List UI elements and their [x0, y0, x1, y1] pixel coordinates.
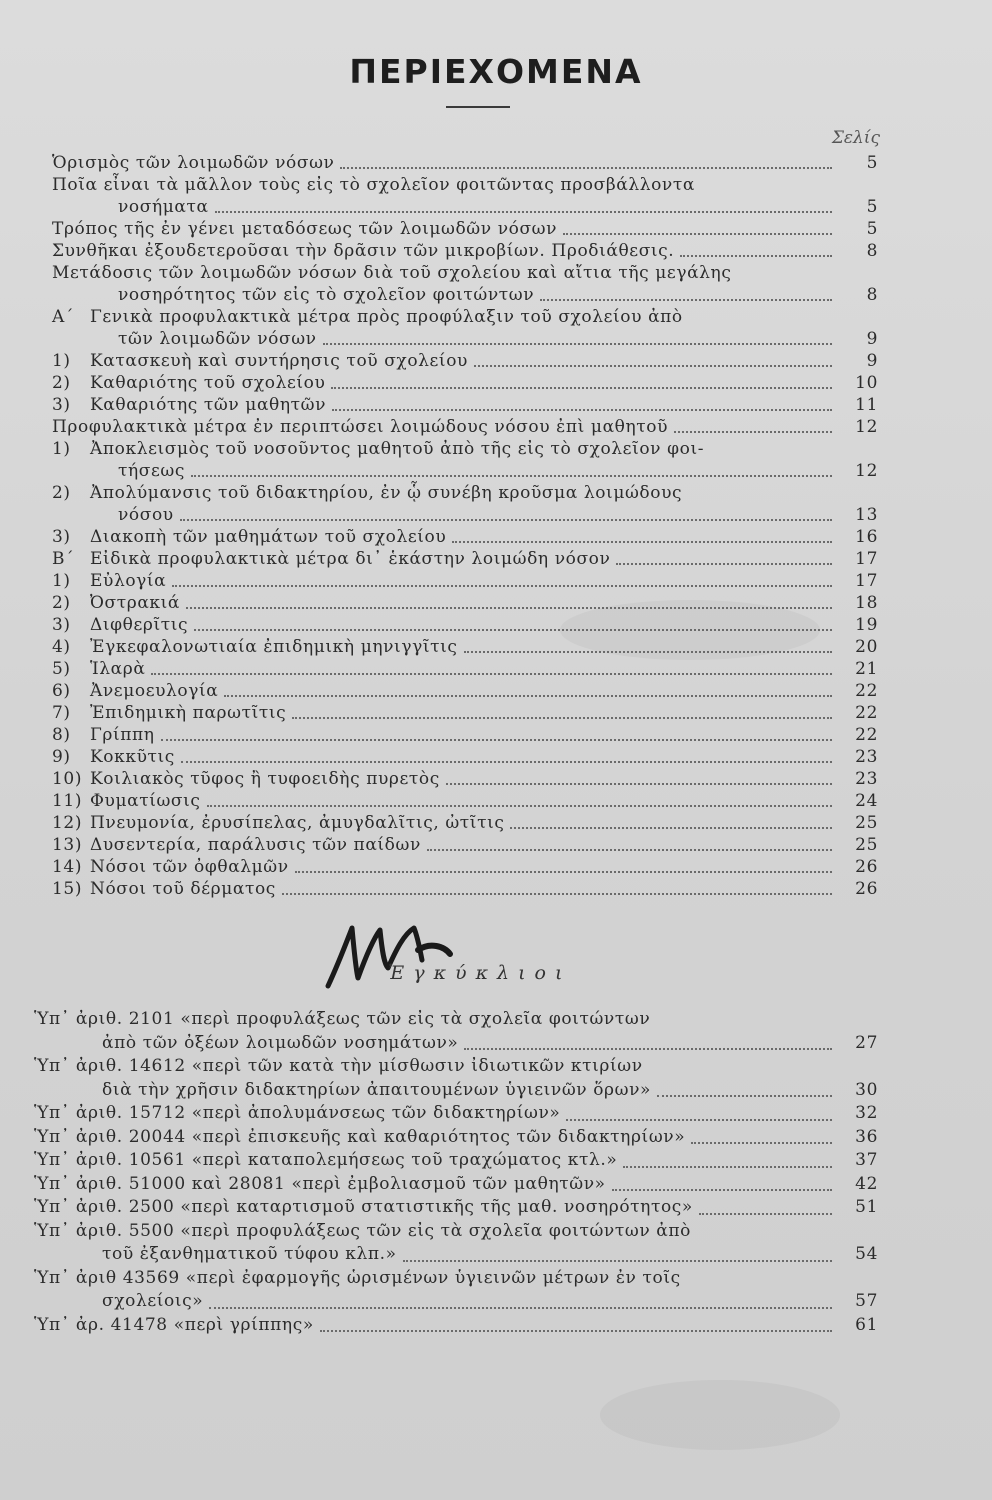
dot-leader — [674, 431, 832, 433]
dot-leader — [616, 563, 832, 565]
page-number: 22 — [855, 725, 878, 745]
page-number: 20 — [855, 637, 878, 657]
dot-leader — [282, 893, 832, 895]
circular-entry — [34, 1126, 878, 1150]
entry-title: Ὑπ᾿ ἀριθ. 15712 «περὶ ἀπολυμάνσεως τῶν διδακτηρίων» — [34, 1103, 561, 1123]
dot-leader — [323, 343, 832, 345]
entry-number: 9) — [52, 747, 71, 767]
page-number: 61 — [855, 1314, 878, 1335]
dot-leader — [464, 1048, 832, 1050]
entry-number: 3) — [52, 527, 71, 547]
entry-continuation — [52, 328, 878, 350]
dot-leader — [452, 541, 832, 543]
dot-leader — [209, 1307, 832, 1309]
entry-continuation — [52, 196, 878, 218]
dot-leader — [186, 607, 832, 609]
page-number: 9 — [866, 351, 878, 371]
entry-title: Διακοπὴ τῶν μαθημάτων τοῦ σχολείου — [90, 527, 447, 547]
entry-title: Καθαριότης τοῦ σχολείου — [90, 373, 326, 393]
entry-number: Α΄ — [52, 307, 74, 327]
page-number: 57 — [855, 1291, 878, 1311]
entry-continuation — [34, 1032, 878, 1056]
dot-leader — [566, 1119, 832, 1121]
entry-title: Ὑπ᾿ ἀριθ. 2500 «περὶ καταρτισμοῦ στατιστικῆς τῆς μαθ. νοσηρότητος» — [34, 1197, 693, 1217]
dot-leader — [180, 519, 832, 521]
page-number: 37 — [855, 1150, 878, 1170]
dot-leader — [699, 1213, 832, 1215]
entry-number: Β΄ — [52, 549, 75, 569]
toc-entry — [52, 350, 878, 372]
page-number: 26 — [855, 879, 878, 899]
circulars-list — [34, 1008, 878, 1337]
entry-continuation — [34, 1290, 878, 1314]
page-number: 5 — [866, 197, 878, 217]
entry-title: Κοιλιακὸς τῦφος ἢ τυφοειδὴς πυρετὸς — [90, 769, 440, 789]
circular-entry — [34, 1267, 878, 1291]
page-number: 23 — [855, 747, 878, 767]
circular-entry — [34, 1220, 878, 1244]
dot-leader — [161, 739, 832, 741]
toc-entry — [52, 570, 878, 592]
toc-entry — [52, 416, 878, 438]
toc-entry — [52, 174, 878, 196]
dot-leader — [623, 1166, 832, 1168]
page-number: 36 — [855, 1126, 878, 1147]
toc-entry — [52, 790, 878, 812]
page-number: 51 — [855, 1197, 878, 1217]
dot-leader — [691, 1142, 832, 1144]
section-heading: Ἐγκύκλιοι — [388, 962, 572, 984]
entry-title-continued: τοῦ ἐξανθηματικοῦ τύφου κλπ.» — [102, 1244, 397, 1264]
dot-leader — [331, 387, 832, 389]
circular-entry — [34, 1314, 878, 1338]
entry-title: Ἱλαρὰ — [90, 659, 146, 679]
entry-title: Διφθερῖτις — [90, 615, 189, 635]
entry-title-continued: διὰ τὴν χρῆσιν διδακτηρίων ἀπαιτουμένων ὑγιεινῶν ὅρων» — [102, 1079, 652, 1100]
entry-title: Τρόπος τῆς ἐν γένει μεταδόσεως τῶν λοιμωδῶν νόσων — [52, 219, 558, 239]
toc-entry — [52, 548, 878, 570]
dot-leader — [612, 1189, 832, 1191]
toc-entry — [52, 680, 878, 702]
page-number: 9 — [866, 329, 878, 349]
page-number: 30 — [855, 1079, 878, 1100]
entry-title-continued: τῶν λοιμωδῶν νόσων — [118, 329, 317, 349]
circular-entry — [34, 1055, 878, 1079]
circular-entry — [34, 1149, 878, 1173]
dot-leader — [151, 673, 832, 675]
entry-number: 15) — [52, 879, 83, 899]
dot-leader — [295, 871, 832, 873]
entry-title: Προφυλακτικὰ μέτρα ἐν περιπτώσει λοιμώδους νόσου ἐπὶ μαθητοῦ — [52, 417, 669, 437]
entry-title: Ὑπ᾿ ἀριθ. 20044 «περὶ ἐπισκευῆς καὶ καθαριότητος τῶν διδακτηρίων» — [34, 1126, 686, 1147]
entry-title: Εἰδικὰ προφυλακτικὰ μέτρα δι᾿ ἑκάστην λοιμώδη νόσον — [90, 549, 611, 569]
entry-continuation — [52, 284, 878, 306]
entry-title: Ὁρισμὸς τῶν λοιμωδῶν νόσων — [52, 153, 335, 173]
entry-title: Ὑπ᾿ ἀριθ 43569 «περὶ ἐφαρμογῆς ὡρισμένων ὑγιεινῶν μέτρων ἐν τοῖς — [34, 1267, 681, 1288]
toc-entry — [52, 592, 878, 614]
entry-number: 12) — [52, 813, 83, 833]
entry-title: Ὑπ᾿ ἀριθ. 14612 «περὶ τῶν κατὰ τὴν μίσθωσιν ἰδιωτικῶν κτιρίων — [34, 1056, 643, 1076]
dot-leader — [292, 717, 832, 719]
entry-title: Πνευμονία, ἐρυσίπελας, ἀμυγδαλῖτις, ὠτῖτις — [90, 813, 505, 833]
page-number: 22 — [855, 681, 878, 701]
page-number: 25 — [855, 835, 878, 855]
entry-title: Ἐγκεφαλονωτιαία ἐπιδημικὴ μηνιγγῖτις — [90, 637, 458, 657]
dot-leader — [510, 827, 832, 829]
entry-number: 3) — [52, 615, 71, 635]
entry-title: Ἀποκλεισμὸς τοῦ νοσοῦντος μαθητοῦ ἀπὸ τῆς εἰς τὸ σχολεῖον φοι- — [90, 439, 705, 459]
page-number: 23 — [855, 769, 878, 789]
entry-title: Ὑπ᾿ ἀριθ. 5500 «περὶ προφυλάξεως τῶν εἰς τὰ σχολεῖα φοιτώντων ἀπὸ — [34, 1220, 691, 1241]
circular-entry — [34, 1173, 878, 1197]
page-number: 17 — [855, 571, 878, 591]
toc-entry — [52, 724, 878, 746]
entry-number: 11) — [52, 791, 83, 811]
toc-entry — [52, 768, 878, 790]
entry-title: Κατασκευὴ καὶ συντήρησις τοῦ σχολείου — [90, 351, 468, 371]
toc-entry — [52, 856, 878, 878]
toc-entry — [52, 394, 878, 416]
toc-entry — [52, 834, 878, 856]
entry-title: Συνθῆκαι ἐξουδετεροῦσαι τὴν δρᾶσιν τῶν μικροβίων. Προδιάθεσις. — [52, 241, 675, 261]
entry-title: Εὐλογία — [90, 571, 167, 591]
entry-number: 2) — [52, 483, 71, 503]
entry-number: 1) — [52, 571, 71, 591]
page-number: 22 — [855, 703, 878, 723]
page-number: 8 — [866, 241, 878, 261]
entry-title: Ἀπολύμανσις τοῦ διδακτηρίου, ἐν ᾧ συνέβη κροῦσμα λοιμώδους — [90, 483, 683, 503]
entry-title: Νόσοι τοῦ δέρματος — [90, 879, 276, 899]
toc-entry — [52, 658, 878, 680]
dot-leader — [403, 1260, 832, 1262]
dot-leader — [340, 167, 832, 169]
entry-number: 2) — [52, 373, 71, 393]
entry-title: Ποῖα εἶναι τὰ μᾶλλον τοὺς εἰς τὸ σχολεῖον φοιτῶντας προσβάλλοντα — [52, 175, 695, 195]
entry-number: 14) — [52, 857, 83, 877]
entry-title-continued: νοσήματα — [118, 197, 209, 217]
entry-number: 1) — [52, 351, 71, 371]
page-number: 17 — [855, 549, 878, 569]
entry-number: 2) — [52, 593, 71, 613]
title-divider — [446, 106, 510, 108]
page-number: 54 — [855, 1244, 878, 1264]
entry-title: Ὑπ᾿ ἀριθ. 51000 καὶ 28081 «περὶ ἐμβολιασμοῦ τῶν μαθητῶν» — [34, 1173, 606, 1194]
entry-number: 8) — [52, 725, 71, 745]
page-number: 27 — [855, 1032, 878, 1053]
entry-title: Μετάδοσις τῶν λοιμωδῶν νόσων διὰ τοῦ σχολείου καὶ αἴτια τῆς μεγάλης — [52, 263, 732, 283]
page-number: 16 — [855, 527, 878, 547]
entry-title: Γενικὰ προφυλακτικὰ μέτρα πρὸς προφύλαξιν τοῦ σχολείου ἀπὸ — [90, 307, 683, 327]
circular-entry — [34, 1196, 878, 1220]
entry-continuation — [52, 460, 878, 482]
dot-leader — [680, 255, 832, 257]
dot-leader — [172, 585, 832, 587]
dot-leader — [224, 695, 832, 697]
toc-entry — [52, 526, 878, 548]
page-number: 24 — [855, 791, 878, 811]
entry-title: Κοκκῦτις — [90, 747, 175, 767]
toc-entry — [52, 218, 878, 240]
page-number: 8 — [866, 285, 878, 305]
toc-entry — [52, 614, 878, 636]
entry-number: 1) — [52, 439, 71, 459]
entry-number: 6) — [52, 681, 71, 701]
entry-continuation — [34, 1243, 878, 1267]
page-number: 5 — [866, 153, 878, 173]
page-number: 10 — [855, 373, 878, 393]
toc-entry — [52, 262, 878, 284]
page-number: 12 — [855, 417, 878, 437]
entry-number: 5) — [52, 659, 71, 679]
dot-leader — [332, 409, 832, 411]
entry-title: Ὀστρακιά — [90, 593, 180, 613]
entry-title-continued: νόσου — [118, 505, 174, 525]
page-number: 32 — [855, 1103, 878, 1123]
page-number: 12 — [855, 461, 878, 481]
toc-entry — [52, 372, 878, 394]
entry-number: 13) — [52, 835, 83, 855]
entry-number: 10) — [52, 769, 83, 789]
dot-leader — [194, 629, 832, 631]
pages-column-label: Σελίς — [831, 128, 880, 148]
table-of-contents — [52, 152, 878, 900]
paper-stain — [600, 1380, 840, 1450]
entry-title: Γρίππη — [90, 725, 155, 745]
toc-entry — [52, 636, 878, 658]
dot-leader — [320, 1330, 832, 1332]
page-number: 21 — [855, 659, 878, 679]
entry-title: Δυσεντερία, παράλυσις τῶν παίδων — [90, 835, 421, 855]
toc-entry — [52, 812, 878, 834]
dot-leader — [474, 365, 832, 367]
circular-entry — [34, 1008, 878, 1032]
toc-entry — [52, 746, 878, 768]
page-number: 42 — [855, 1173, 878, 1194]
toc-entry — [52, 152, 878, 174]
toc-entry — [52, 482, 878, 504]
entry-title-continued: νοσηρότητος τῶν εἰς τὸ σχολεῖον φοιτώντων — [118, 285, 535, 305]
entry-title: Ὑπ᾿ ἀριθ. 2101 «περὶ προφυλάξεως τῶν εἰς τὰ σχολεῖα φοιτώντων — [34, 1009, 651, 1029]
dot-leader — [464, 651, 832, 653]
page-number: 13 — [855, 505, 878, 525]
page-number: 5 — [866, 219, 878, 239]
entry-title-continued: σχολείοις» — [102, 1291, 204, 1311]
page-title: ΠΕΡΙΕΧΟΜΕΝΑ — [349, 52, 643, 91]
dot-leader — [540, 299, 832, 301]
page-number: 26 — [855, 857, 878, 877]
entry-title: Καθαριότης τῶν μαθητῶν — [90, 395, 327, 415]
page-number: 18 — [855, 593, 878, 613]
toc-entry — [52, 702, 878, 724]
entry-title: Ὑπ᾿ ἀριθ. 10561 «περὶ καταπολεμήσεως τοῦ τραχώματος κτλ.» — [34, 1150, 618, 1170]
entry-title: Ἐπιδημικὴ παρωτῖτις — [90, 703, 287, 723]
dot-leader — [563, 233, 832, 235]
dot-leader — [427, 849, 832, 851]
dot-leader — [215, 211, 832, 213]
toc-entry — [52, 306, 878, 328]
entry-continuation — [34, 1079, 878, 1103]
entry-number: 7) — [52, 703, 71, 723]
entry-title-continued: ἀπὸ τῶν ὀξέων λοιμωδῶν νοσημάτων» — [102, 1032, 459, 1053]
entry-number: 3) — [52, 395, 71, 415]
page-number: 19 — [855, 615, 878, 635]
entry-continuation — [52, 504, 878, 526]
entry-title: Φυματίωσις — [90, 791, 201, 811]
entry-title: Ἀνεμοευλογία — [90, 681, 219, 701]
dot-leader — [446, 783, 832, 785]
page-number: 11 — [855, 395, 878, 415]
page-number: 25 — [855, 813, 878, 833]
entry-title: Νόσοι τῶν ὀφθαλμῶν — [90, 857, 289, 877]
dot-leader — [181, 761, 832, 763]
entry-title-continued: τήσεως — [118, 461, 185, 481]
toc-entry — [52, 878, 878, 900]
entry-number: 4) — [52, 637, 71, 657]
dot-leader — [191, 475, 832, 477]
toc-entry — [52, 240, 878, 262]
entry-title: Ὑπ᾿ ἀρ. 41478 «περὶ γρίππης» — [34, 1314, 314, 1335]
toc-entry — [52, 438, 878, 460]
circular-entry — [34, 1102, 878, 1126]
dot-leader — [657, 1095, 832, 1097]
dot-leader — [207, 805, 832, 807]
